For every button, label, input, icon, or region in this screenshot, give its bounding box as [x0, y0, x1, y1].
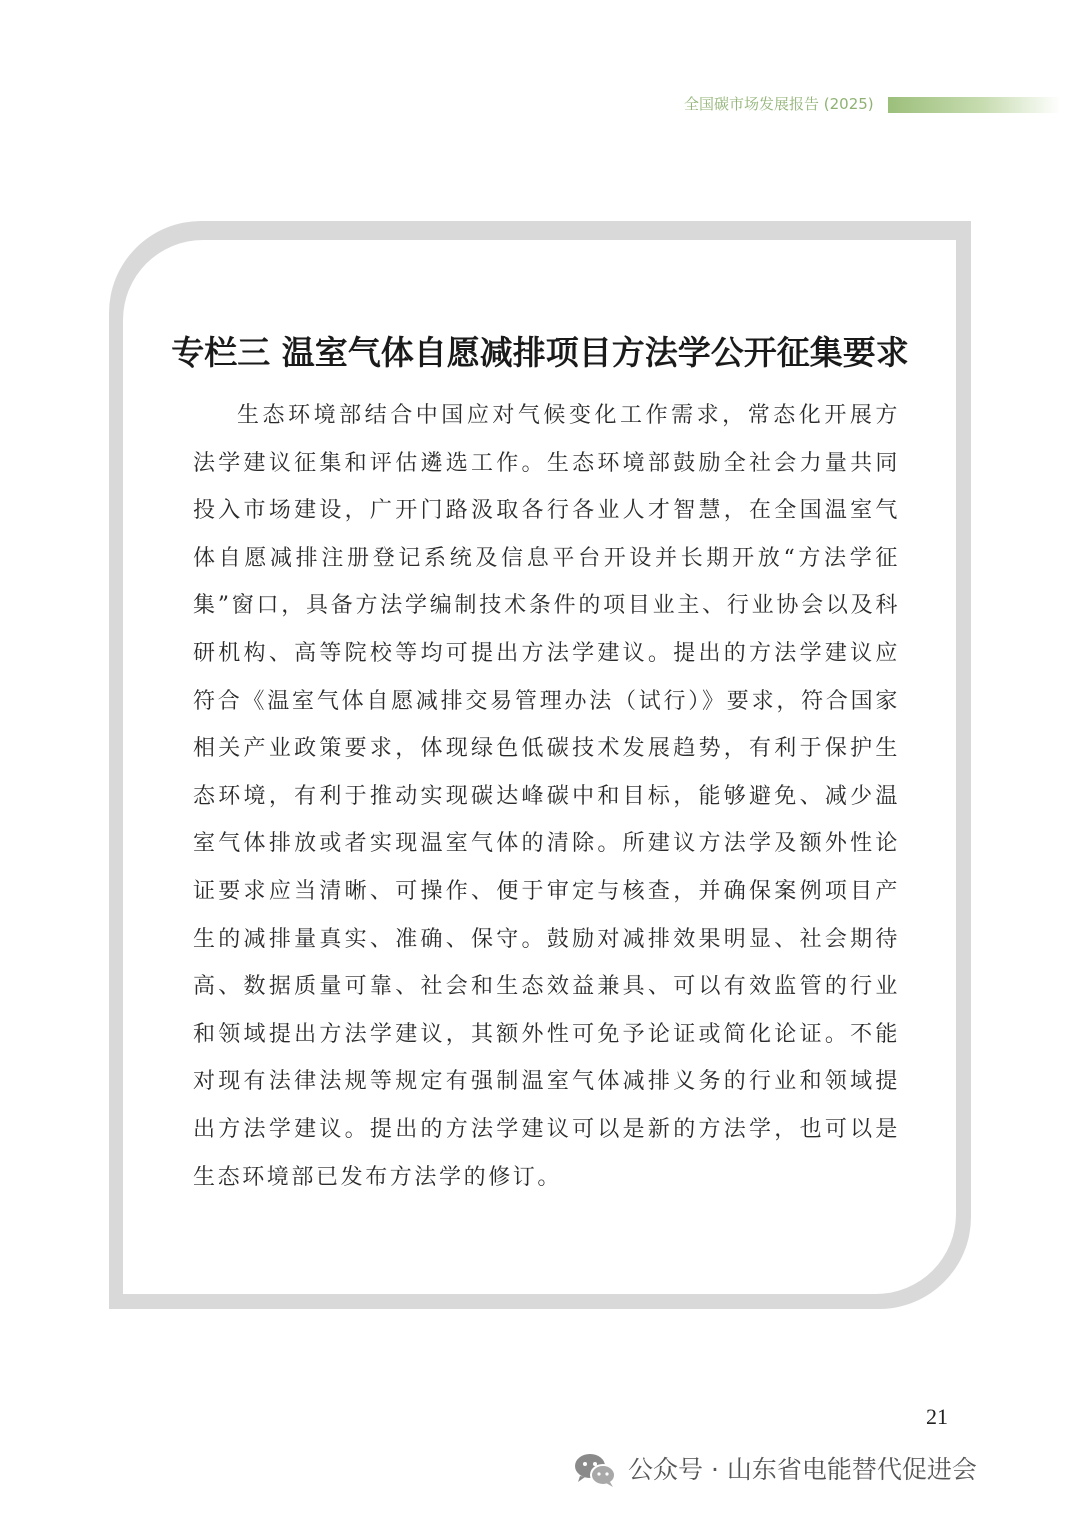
watermark: [572, 1450, 977, 1490]
page-number: 21: [926, 1404, 948, 1429]
header-accent-bar: [888, 97, 1060, 113]
running-header: 全国碳市场发展报告 (2025): [684, 95, 874, 113]
column-body-text: 生态环境部结合中国应对气候变化工作需求，常态化开展方法学建议征集和评估遴选工作。生态环境部鼓励全社会力量共同投入市场建设，广开门路汲取各行各业人才智慧，在全国温室气体自愿减排注册登记系统及信息平台开设并长期开放“方法学征集”窗口，具备方法学编制技术条件的项目业主、行业协会以及科研机构、高等院校等均可提出方法学建议。提出的方法学建议应符合《温室气体自愿减排交易管理办法（试行）》要求，符合国家相关产业政策要求，体现绿色低碳技术发展趋势，有利于保护生态环境，有利于推动实现碳达峰碳中和目标，能够避免、减少温室气体排放或者实现温室气体的清除。所建议方法学及额外性论证要求应当清晰、可操作、便于审定与核查，并确保案例项目产生的减排量真实、准确、保守。鼓励对减排效果明显、社会期待高、数据质量可靠、社会和生态效益兼具、可以有效监管的行业和领域提出方法学建议，其额外性可免予论证或简化论证。不能对现有法律法规等规定有强制温室气体减排义务的行业和领域提出方法学建议。提出的方法学建议可以是新的方法学，也可以是生态环境部已发布方法学的修订。: [193, 403, 900, 1190]
column-title: 专栏三 温室气体自愿减排项目方法学公开征集要求: [171, 333, 909, 372]
wechat-icon: [572, 1450, 618, 1490]
watermark-text: 公众号 · 山东省电能替代促进会: [628, 1455, 977, 1484]
